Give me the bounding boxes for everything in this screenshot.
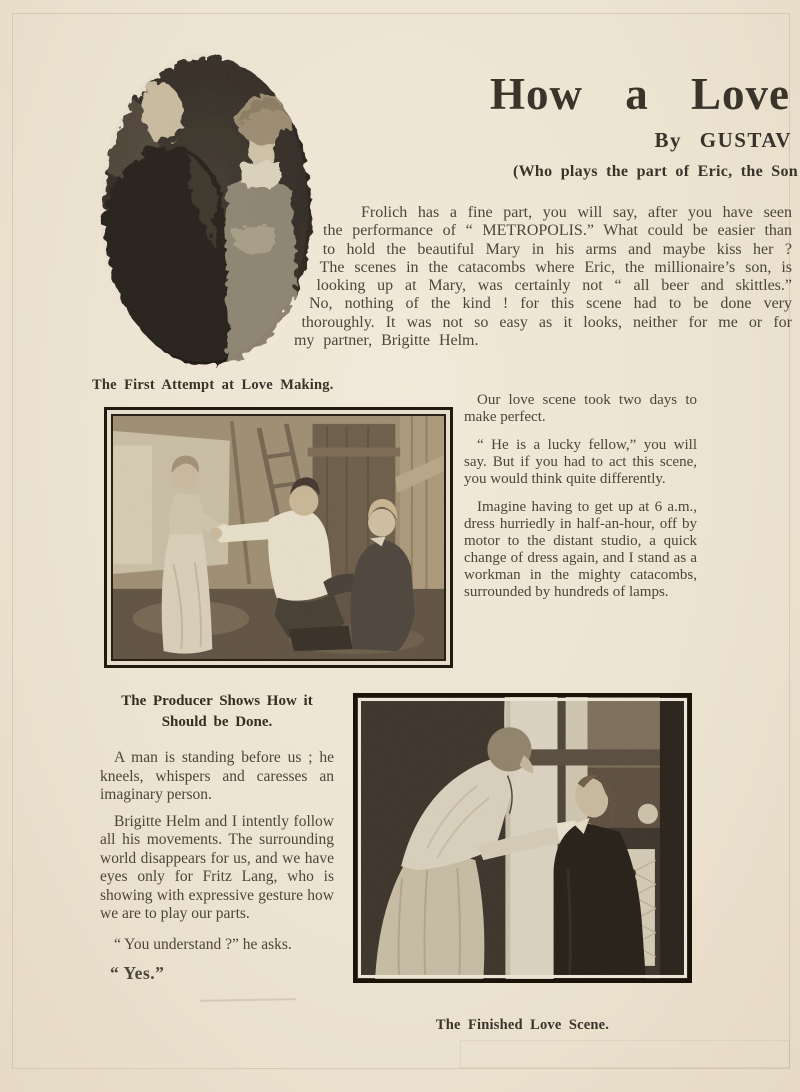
- photo-grain: [357, 697, 688, 979]
- intro-paragraph-block: [88, 204, 792, 378]
- section-heading-line2: Should be Done.: [161, 714, 273, 730]
- photo3-caption: The Finished Love Scene.: [435, 1017, 610, 1033]
- pencil-smudge: [200, 998, 296, 1002]
- intro-paragraph: Frolich has a fine part, you will say, after you have seen the performance of “ METROPOLIS.” What could be easier than to hold the beautiful Mary in his arms and maybe kiss her ? The scenes in the catacombs where Eric, the millionaire’s son, is looking up at Mary, was certainly not “ all beer and skittles.” No, nothing of the kind ! for this scene had to be done very thoroughly. It was not so easy as it looks, neither for me or for my partner, Brigitte Helm.: [293, 204, 792, 350]
- paragraph: Our love scene took two days to make perfect.: [464, 392, 697, 425]
- paragraph: “ He is a lucky fellow,” you will say. But if you had to act this scene, you would think quite differently.: [464, 437, 697, 487]
- page-title: How a Love: [490, 69, 790, 119]
- dialogue-line: “ You understand ?” he asks.: [114, 935, 292, 953]
- section-heading-line1: The Producer Shows How it: [121, 693, 313, 709]
- text-wrap-spacer: [88, 204, 323, 378]
- right-column: [464, 392, 697, 612]
- photo-finished-scene-image: [357, 697, 688, 979]
- print-ghost-mark: [460, 1040, 790, 1068]
- left-column: [100, 691, 334, 991]
- photo-producer-demo: [104, 407, 453, 668]
- byline-subtitle: (Who plays the part of Eric, the Son: [512, 163, 798, 180]
- photo-producer-demo-inner-frame: [111, 414, 446, 661]
- photo-finished-scene: [353, 693, 692, 983]
- dialogue-answer: “ Yes.”: [110, 963, 165, 983]
- paragraph: A man is standing before us ; he kneels, whispers and caresses an imaginary person.: [100, 749, 334, 803]
- photo-producer-demo-image: [113, 416, 444, 659]
- section-heading: [100, 691, 334, 733]
- photo-grain: [113, 416, 444, 659]
- paragraph: Brigitte Helm and I intently follow all his movements. The surrounding world disappears for us, and we have eyes only for Fritz Lang, who is showing with expressive gesture how we are to play our parts.: [100, 812, 334, 922]
- byline: By GUSTAV: [654, 128, 792, 152]
- paragraph: Imagine having to get up at 6 a.m., dress hurriedly in half-an-hour, off by motor to the distant studio, a quick change of dress again, and I stand as a workman in the mighty catacombs, surrounded by hundreds of lamps.: [464, 499, 697, 600]
- photo1-caption: The First Attempt at Love Making.: [92, 377, 334, 393]
